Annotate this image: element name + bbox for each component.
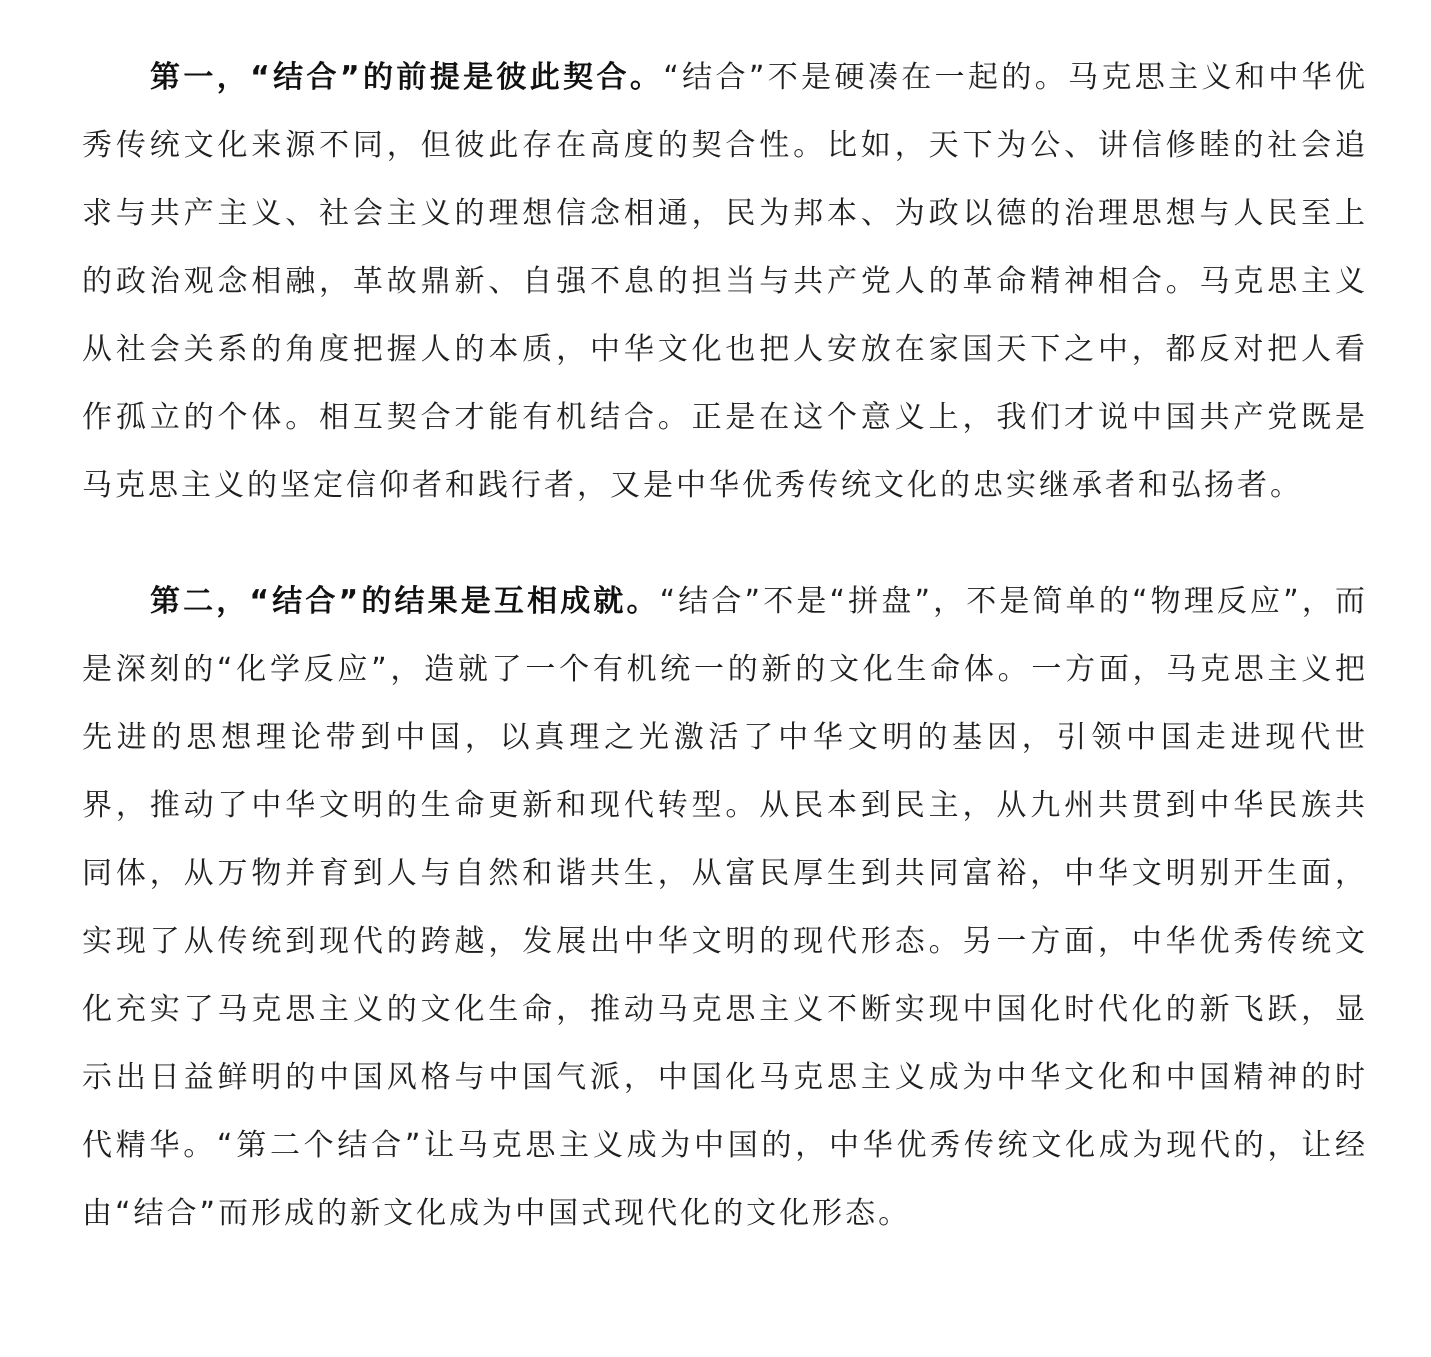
paragraph-text-second: “结合”不是“拼盘”，不是简单的“物理反应”，而是深刻的“化学反应”，造就了一个有机统一的新的文化生命体。一方面，马克思主义把先进的思想理论带到中国，以真理之光激活了中华文明的基因，引领中国走进现代世界，推动了中华文明的生命更新和现代转型。从民本到民主，从九州共贯到中华民族共同体，从万物并育到人与自然和谐共生，从富民厚生到共同富裕，中华文明别开生面，实现了从传统到现代的跨越，发展出中华文明的现代形态。另一方面，中华优秀传统文化充实了马克思主义的文化生命，推动马克思主义不断实现中国化时代化的新飞跃，显示出日益鲜明的中国风格与中国气派，中国化马克思主义成为中华文化和中国精神的时代精华。“第二个结合”让马克思主义成为中国的，中华优秀传统文化成为现代的，让经由“结合”而形成的新文化成为中国式现代化的文化形态。 bbox=[82, 584, 1368, 1231]
paragraph-second bbox=[82, 568, 1368, 1248]
paragraph-lead-second: 第二，“结合”的结果是互相成就。 bbox=[150, 584, 660, 619]
paragraph-text-first: “结合”不是硬凑在一起的。马克思主义和中华优秀传统文化来源不同，但彼此存在高度的契合性。比如，天下为公、讲信修睦的社会追求与共产主义、社会主义的理想信念相通，民为邦本、为政以德的治理思想与人民至上的政治观念相融，革故鼎新、自强不息的担当与共产党人的革命精神相合。马克思主义从社会关系的角度把握人的本质，中华文化也把人安放在家国天下之中，都反对把人看作孤立的个体。相互契合才能有机结合。正是在这个意义上，我们才说中国共产党既是马克思主义的坚定信仰者和践行者，又是中华优秀传统文化的忠实继承者和弘扬者。 bbox=[82, 60, 1368, 503]
paragraph-first bbox=[82, 44, 1368, 520]
paragraph-lead-first: 第一，“结合”的前提是彼此契合。 bbox=[150, 60, 664, 95]
article-body bbox=[82, 44, 1368, 1248]
